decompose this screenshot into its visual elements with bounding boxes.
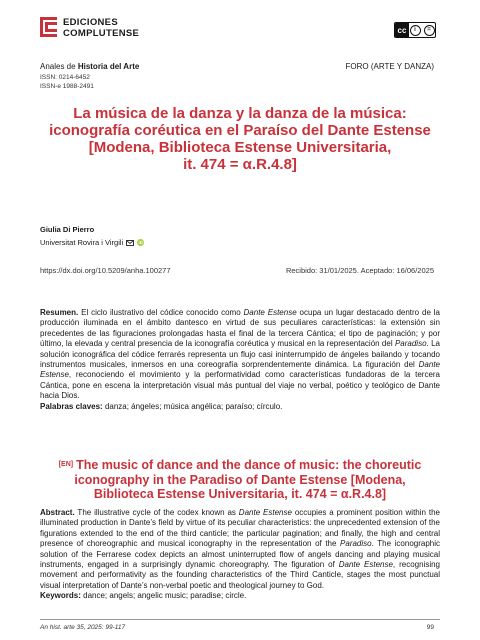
article-title-en	[40, 458, 440, 502]
abstract-en-emphasis: Dante Estense	[338, 560, 393, 570]
keywords-en	[40, 591, 440, 601]
author-name: Giulia Di Pierro	[40, 225, 95, 234]
abstract-es-text: El ciclo ilustrativo del códice conocido como	[78, 308, 244, 317]
publisher-line-2: COMPLUTENSE	[63, 28, 140, 39]
title-es-line: [Modena, Biblioteca Estense Universitaria,	[88, 139, 392, 156]
title-en-line: Biblioteca Estense Universitaria, it. 474 = α.R.4.8]	[93, 487, 387, 501]
keywords-es-label: Palabras claves:	[40, 401, 103, 411]
abstract-en-emphasis: Paradiso	[340, 539, 372, 549]
keywords-es-text: danza; ángeles; música angélica; paraíso; círculo.	[102, 401, 283, 411]
abstract-es-emphasis: Paradiso	[394, 339, 427, 349]
keywords-en-label: Keywords:	[40, 591, 81, 601]
abstract-es-text: ocupa un lugar destacado dentro de la producción iluminada en el ámbito dantesco en virtud de sus peculiares características: la extensión sin precedentes de las figuraciones prolongadas hasta el final de la tercera Cántica; el tipo de paginación; y por último, la elevada y central presencia de la iconografía coréutica y musical en la representación del	[40, 308, 441, 349]
abstract-es-text: . La solución iconográfica del códice ferrarés representa un flujo casi ininterrumpido de ángeles bailando y tocando instrumentos musicales, inmersos en una coreografía sorprendentemente dinámica. La figuración del	[40, 339, 440, 370]
title-es-line: iconografía coréutica en el Paraíso del Dante Estense	[49, 122, 431, 139]
abstract-es-label: Resumen.	[40, 308, 79, 317]
title-es-line: it. 474 = α.R.4.8]	[183, 156, 297, 173]
footer-divider	[40, 619, 440, 620]
abstract-en-text: . The iconographic solution of the Ferrarese codex depicts an almost uninterrupted flow of angels dancing and playing musical instruments, engaged in a surprisingly dynamic choreography. The figuration of	[40, 539, 440, 570]
abstract-en	[40, 508, 440, 602]
no-derivatives-icon: =	[424, 25, 435, 36]
title-en-line: iconography in the Paradiso of Dante Estense [Modena,	[74, 472, 406, 487]
issn: ISSN: 0214-6452	[40, 74, 90, 81]
email-icon[interactable]	[126, 240, 134, 246]
abstract-en-text: The illustrative cycle of the codex known as	[74, 508, 239, 517]
title-en-line: The music of dance and the dance of music: the choreutic	[76, 458, 422, 472]
orcid-icon[interactable]: iD	[138, 240, 143, 245]
by-attribution-icon: i	[410, 25, 421, 36]
journal-name	[40, 62, 139, 71]
journal-prefix: Anales de	[40, 62, 78, 71]
section-label: FORO (ARTE Y DANZA)	[345, 62, 434, 71]
abstract-es-text: , reconociendo el movimiento y la performatividad como características fundadoras de la tercera Cántica, pone en escena la interpretación visual más puntual del viaje no verbal, poético y teológico de Dante hacia Dios.	[40, 370, 440, 401]
publisher-name	[63, 17, 139, 39]
author-affiliation: Universitat Rovira i Virgili	[40, 238, 124, 247]
abstract-es-emphasis: Dante Estense	[243, 308, 297, 317]
abstract-en-text: , recognising movement and performativity as the founding characteristics of the Third Canticle, stages the most punctual visual interpretation of Dante’s non-verbal poetic and theological journey to God.	[40, 560, 440, 590]
keywords-es	[40, 402, 440, 412]
page-number: 99	[426, 624, 434, 631]
publisher-line-1: EDICIONES	[63, 17, 118, 28]
keywords-en-text: dance; angels; angelic music; paradise; circle.	[80, 591, 247, 601]
abstract-en-label: Abstract.	[40, 508, 75, 517]
abstract-es-emphasis: Dante Estense	[40, 360, 440, 380]
issn-e: ISSN-e 1988-2491	[40, 83, 94, 90]
language-tag-en: [EN]	[58, 461, 74, 468]
cc-license-badge[interactable]	[394, 22, 436, 38]
article-title-es	[40, 105, 440, 173]
abstract-en-text: occupies a prominent position within the illuminated production in Dante’s field by virtue of its peculiar characteristics: the unprecedented extension of the figurations extended to the end of the third canticle; the particular pagination; and finally, the high and central presence of choreographic and musical iconography in the representation of the	[40, 508, 440, 549]
cc-icon: cc	[395, 23, 409, 37]
abstract-en-emphasis: Dante Estense	[238, 508, 292, 517]
received-accepted-dates: Recibido: 31/01/2025. Aceptado: 16/06/2025	[285, 266, 434, 275]
title-es-line: La música de la danza y la danza de la música:	[73, 105, 407, 122]
publisher-logo-icon	[40, 17, 57, 37]
journal-title: Historia del Arte	[77, 62, 140, 71]
footer-citation: An hist. arte 35, 2025: 99-117	[40, 624, 126, 631]
abstract-es	[40, 308, 440, 412]
author-affiliation-row	[40, 238, 144, 247]
doi-link[interactable]: https://dx.doi.org/10.5209/anha.100277	[40, 266, 171, 275]
